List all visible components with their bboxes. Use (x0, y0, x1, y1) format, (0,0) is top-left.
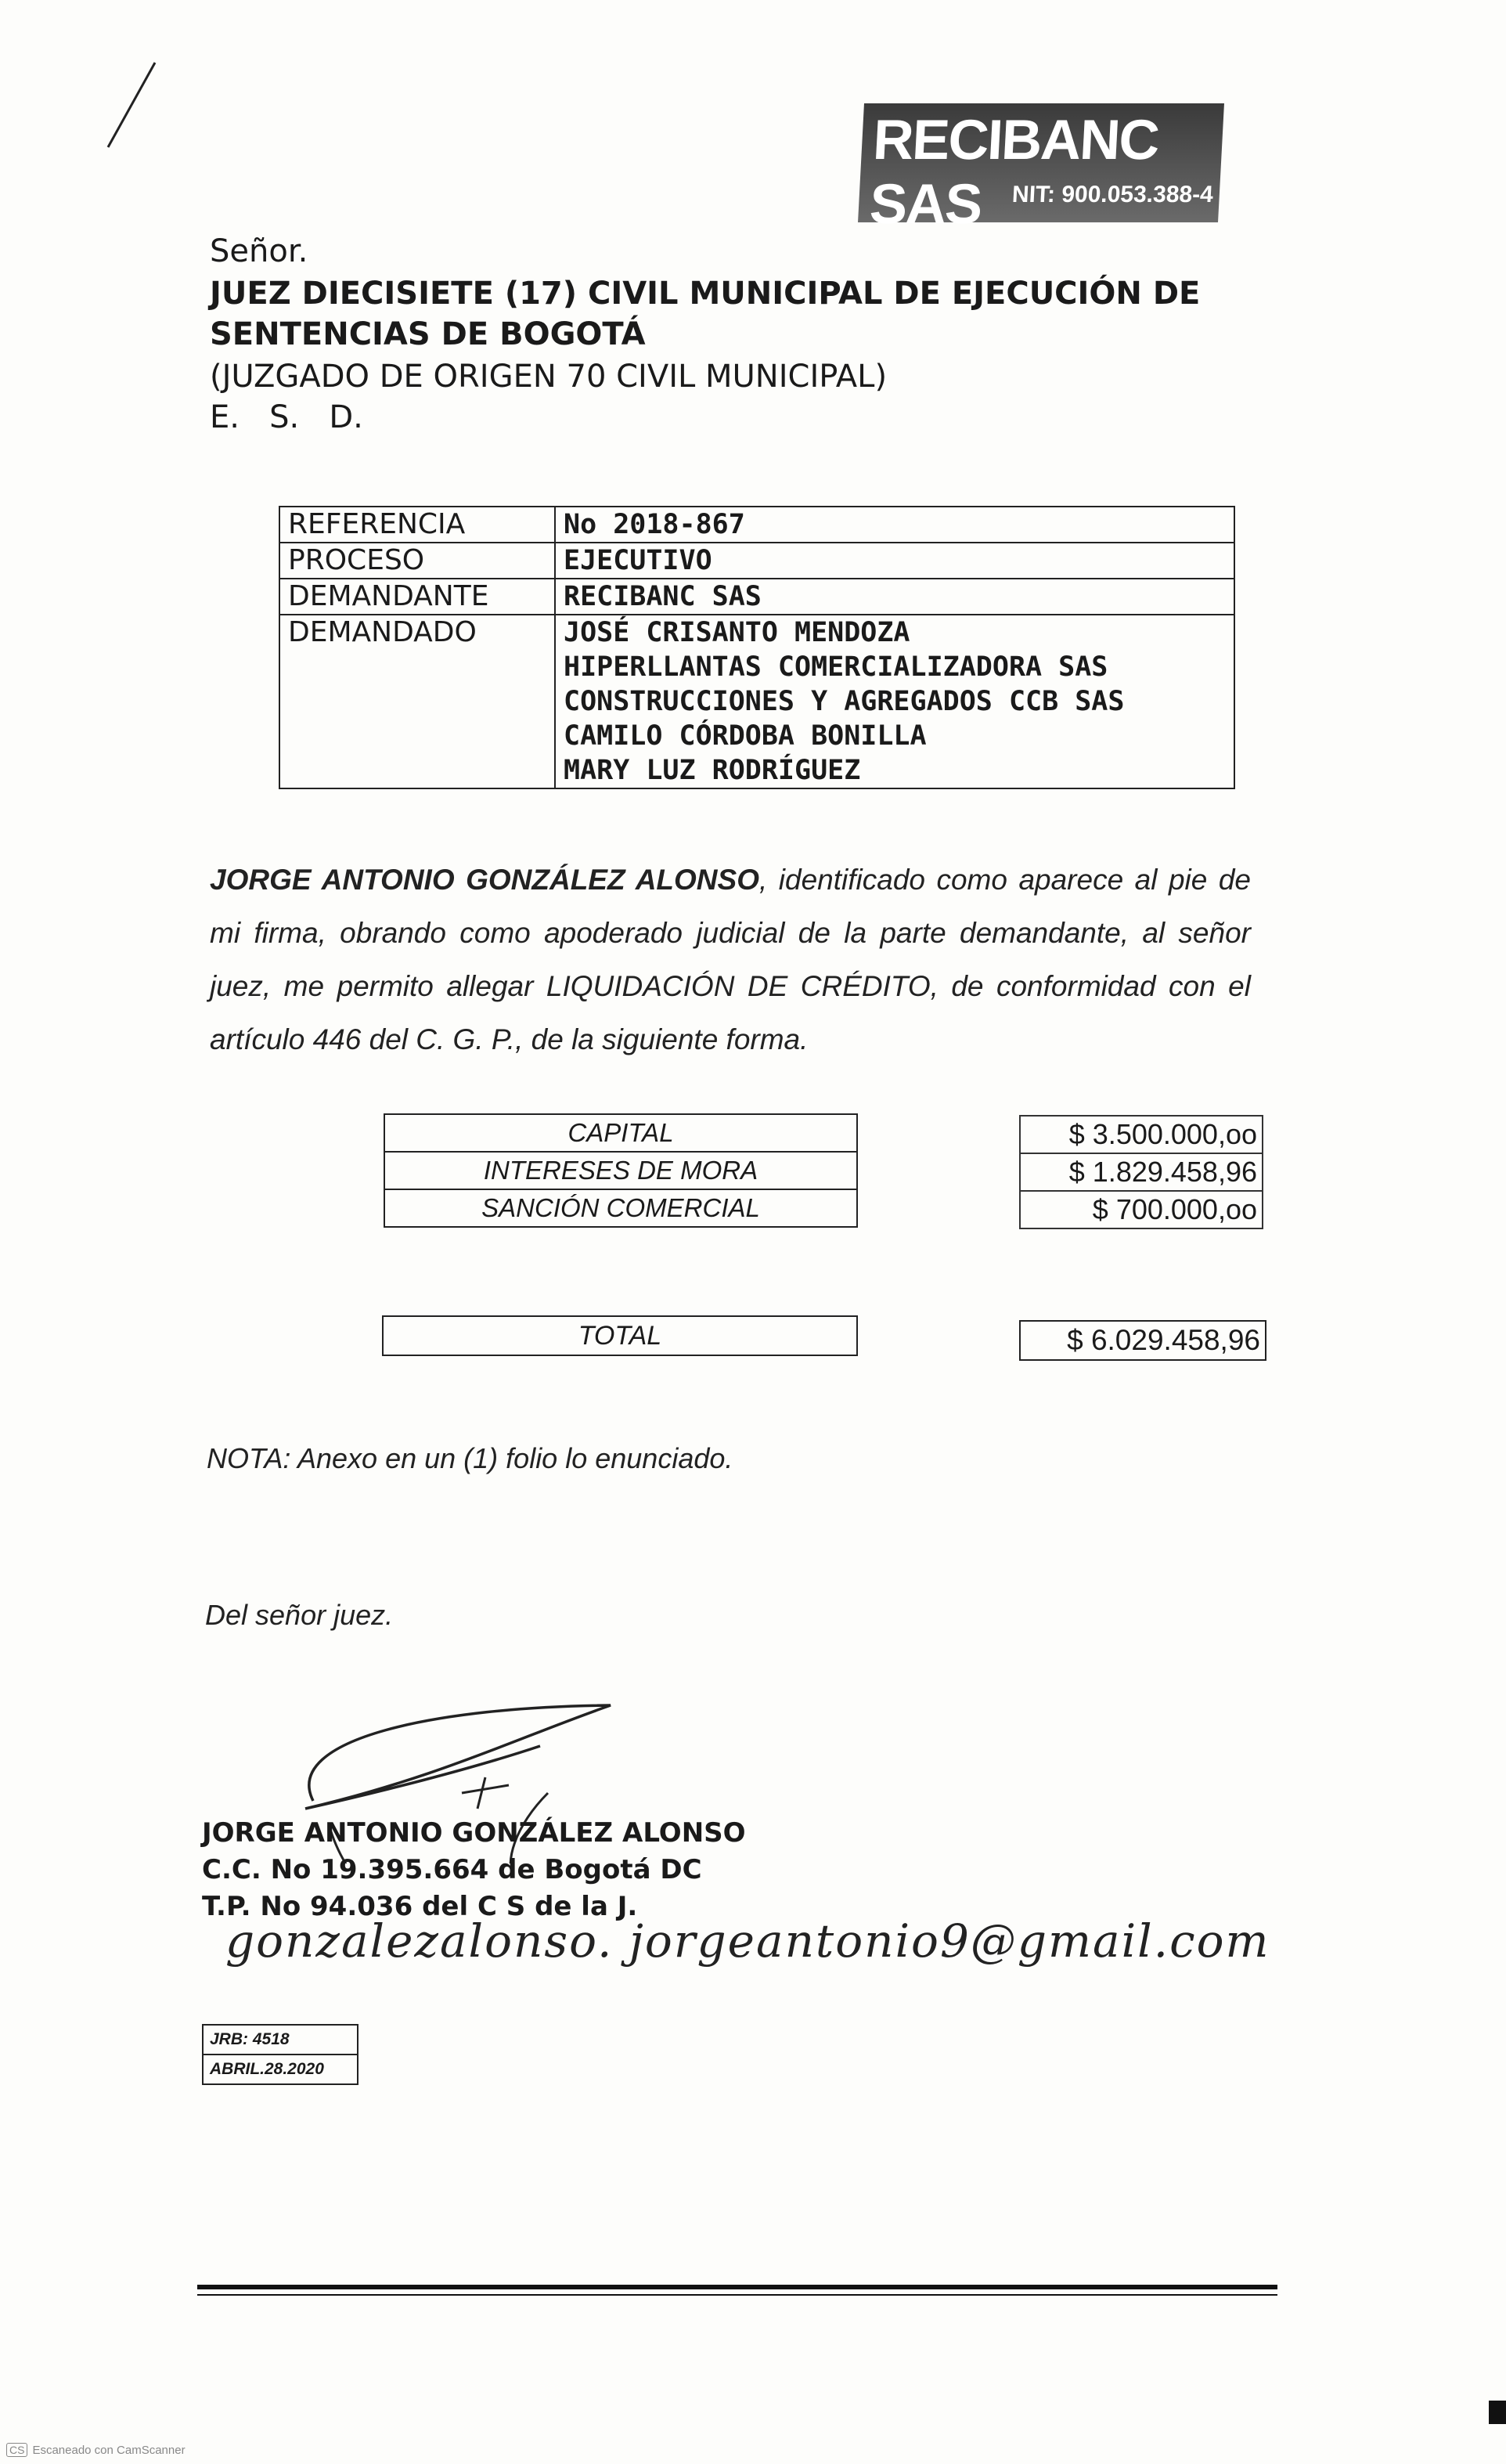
handwritten-email: gonzalezalonso. jorgeantonio9@gmail.com (225, 1914, 1270, 1968)
ref-label: DEMANDANTE (279, 579, 555, 615)
body-text: , identificado como aparece al pie de mi firma, obrando como apoderado judicial de la parte demandante, al señor juez, me permito allegar LIQUIDACIÓN DE CRÉDITO, de conformidad con el artículo 446 del C. G. P., de la siguiente forma. (210, 864, 1251, 1055)
origin-court: (JUZGADO DE ORIGEN 70 CIVIL MUNICIPAL) (210, 359, 888, 395)
amount-cell: $ 3.500.000,oo (1020, 1116, 1263, 1153)
total-label: TOTAL (382, 1315, 858, 1356)
ref-value: EJECUTIVO (555, 543, 1234, 579)
stamp-date: ABRIL.28.2020 (203, 2055, 358, 2084)
liquidation-amounts (1019, 1115, 1263, 1229)
ref-label: PROCESO (279, 543, 555, 579)
salutation: Señor. (210, 233, 308, 269)
amount-cell: $ 700.000,oo (1020, 1191, 1263, 1228)
total-amount: $ 6.029.458,96 (1019, 1320, 1266, 1361)
attorney-name: JORGE ANTONIO GONZÁLEZ ALONSO (210, 864, 759, 896)
signer-tp: T.P. No 94.036 del C S de la J. (202, 1891, 638, 1922)
table-row (279, 543, 1234, 579)
logo-name: RECIBANC SAS (868, 109, 1160, 236)
scanner-footer (6, 2443, 186, 2457)
defendant: MARY LUZ RODRÍGUEZ (564, 755, 861, 786)
ref-label: DEMANDADO (279, 615, 555, 788)
scan-edge-mark (1489, 2401, 1506, 2424)
defendant: HIPERLLANTAS COMERCIALIZADORA SAS (564, 651, 1108, 683)
ref-value: RECIBANC SAS (555, 579, 1234, 615)
concept-cell: CAPITAL (384, 1114, 857, 1152)
signer-name: JORGE ANTONIO GONZÁLEZ ALONSO (202, 1817, 746, 1849)
signer-cc: C.C. No 19.395.664 de Bogotá DC (202, 1854, 702, 1885)
defendant: JOSÉ CRISANTO MENDOZA (564, 617, 910, 648)
ref-value-list (555, 615, 1234, 788)
amount-cell: $ 1.829.458,96 (1020, 1153, 1263, 1191)
stamp-code: JRB: 4518 (203, 2025, 358, 2055)
scanner-text: Escaneado con CamScanner (32, 2444, 186, 2457)
logo-nit: NIT: 900.053.388-4 (1011, 182, 1214, 207)
concept-cell: INTERESES DE MORA (384, 1152, 857, 1189)
pen-mark (94, 55, 172, 157)
judge-line-2: SENTENCIAS DE BOGOTÁ (210, 316, 646, 352)
concept-cell: SANCIÓN COMERCIAL (384, 1189, 857, 1227)
reference-table (279, 506, 1235, 789)
closing: Del señor juez. (205, 1599, 394, 1631)
note: NOTA: Anexo en un (1) folio lo enunciado. (207, 1442, 733, 1474)
defendant: CONSTRUCCIONES Y AGREGADOS CCB SAS (564, 686, 1125, 717)
filing-stamp (202, 2024, 358, 2085)
defendant: CAMILO CÓRDOBA BONILLA (564, 720, 927, 752)
camscanner-icon: CS (6, 2443, 27, 2457)
footer-rule-thin (197, 2294, 1277, 2296)
esd: E. S. D. (210, 399, 363, 435)
ref-value: No 2018-867 (555, 507, 1234, 543)
judge-line-1: JUEZ DIECISIETE (17) CIVIL MUNICIPAL DE EJECUCIÓN DE (210, 276, 1201, 312)
table-row (279, 579, 1234, 615)
table-row (279, 507, 1234, 543)
table-row (279, 615, 1234, 788)
ref-label: REFERENCIA (279, 507, 555, 543)
body-paragraph (210, 853, 1251, 1066)
footer-rule (197, 2285, 1277, 2289)
recibanc-logo (858, 103, 1224, 236)
liquidation-concepts (384, 1113, 858, 1228)
